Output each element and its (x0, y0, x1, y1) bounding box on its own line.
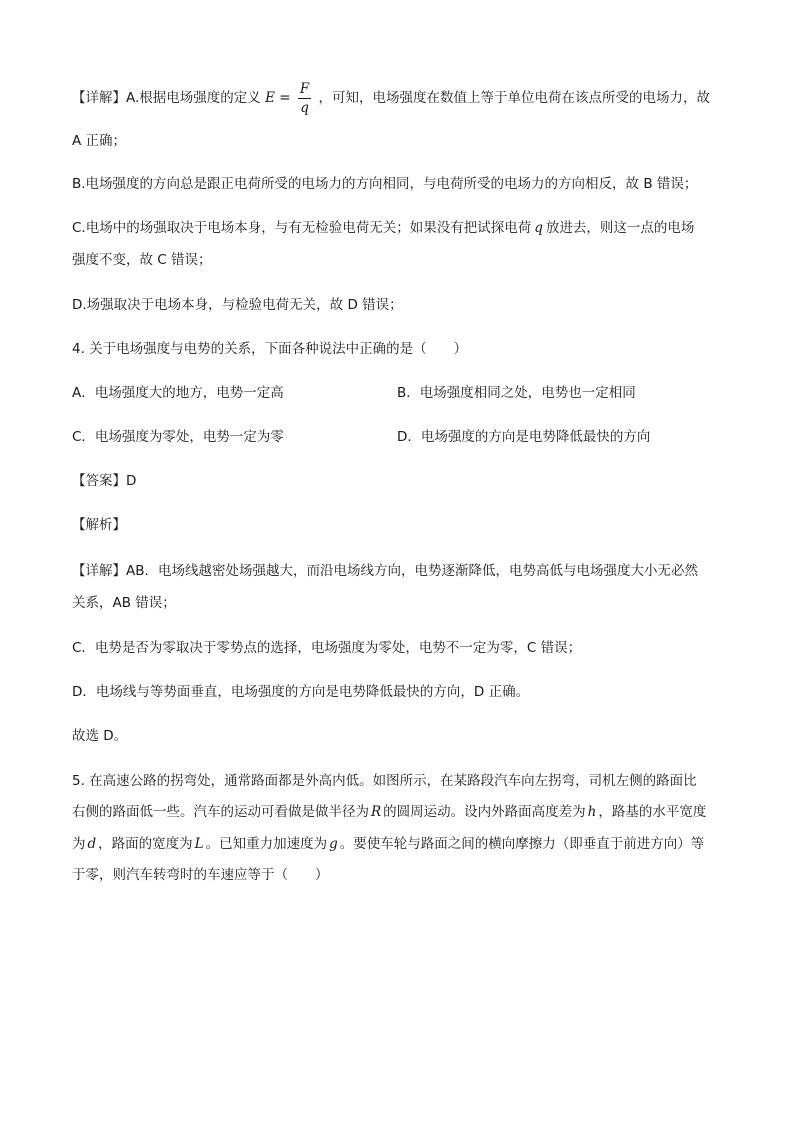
fraction: $\frac{F}{q}$ (299, 81, 310, 116)
q3-detail-line-a2: A 正确； (72, 133, 127, 149)
q5-line-1: 5. 在高速公路的拐弯处，通常路面都是外高内低。如图所示，在某路段汽车向左拐弯，司机左侧的路面比 (72, 773, 697, 789)
detail-tag: 【详解】 (72, 563, 126, 579)
q4-detail-ab-2: 关系，AB 错误； (72, 595, 176, 611)
q4-answer: 【答案】D (72, 473, 137, 489)
q4-conclusion: 故选 D。 (72, 728, 128, 744)
q3-detail-line-b: B.电场强度的方向总是跟正电荷所受的电场力的方向相同，与电荷所受的电场力的方向相反，故 B 错误； (72, 176, 698, 192)
q4-detail-d: D．电场线与等势面垂直，电场强度的方向是电势降低最快的方向，D 正确。 (72, 684, 530, 700)
q3-detail-line-d: D.场强取决于电场本身，与检验电荷无关，故 D 错误； (72, 297, 403, 313)
q4-option-c: C．电场强度为零处，电势一定为零 (72, 429, 284, 445)
q4-detail-ab-1: 【详解】AB．电场线越密处场强越大，而沿电场线方向，电势逐渐降低，电势高低与电场强度大小无必然 (72, 563, 698, 579)
q4-stem: 4. 关于电场强度与电势的关系，下面各种说法中正确的是（ ） (72, 341, 468, 357)
q4-detail-c: C．电势是否为零取决于零势点的选择，电场强度为零处，电势不一定为零，C 错误； (72, 640, 582, 656)
q4-analysis-tag: 【解析】 (72, 517, 126, 533)
q4-option-a: A．电场强度大的地方，电势一定高 (72, 385, 284, 401)
q4-option-b: B．电场强度相同之处，电势也一定相同 (397, 385, 636, 401)
q3-detail-line-c2: 强度不变，故 C 错误； (72, 252, 212, 268)
answer-tag: 【答案】 (72, 473, 126, 489)
detail-tag: 【详解】 (72, 90, 126, 106)
q3-detail-line-c1: C.电场中的场强取决于电场本身，与有无检验电荷无关；如果没有把试探电荷 q 放进去，则这一点的电场 (72, 220, 695, 236)
q3-detail-line-a: 【详解】A.根据电场强度的定义 E = $\frac{F}{q}$ ，可知，电场强度在数值上等于单位电荷在该点所受的电场力，故 (72, 81, 711, 116)
q5-line-4: 于零，则汽车转弯时的车速应等于（ ） (72, 867, 329, 883)
q4-option-d: D．电场强度的方向是电势降低最快的方向 (397, 429, 651, 445)
q5-line-3: 为 d ，路面的宽度为 L 。已知重力加速度为 g 。要使车轮与路面之间的横向摩擦力（即垂直于前进方向）等 (72, 836, 705, 852)
q5-line-2: 右侧的路面低一些。汽车的运动可看做是做半径为 R 的圆周运动。设内外路面高度差为 h ，路基的水平宽度 (72, 804, 707, 820)
field-strength-formula: E = $\frac{F}{q}$ (265, 81, 310, 116)
